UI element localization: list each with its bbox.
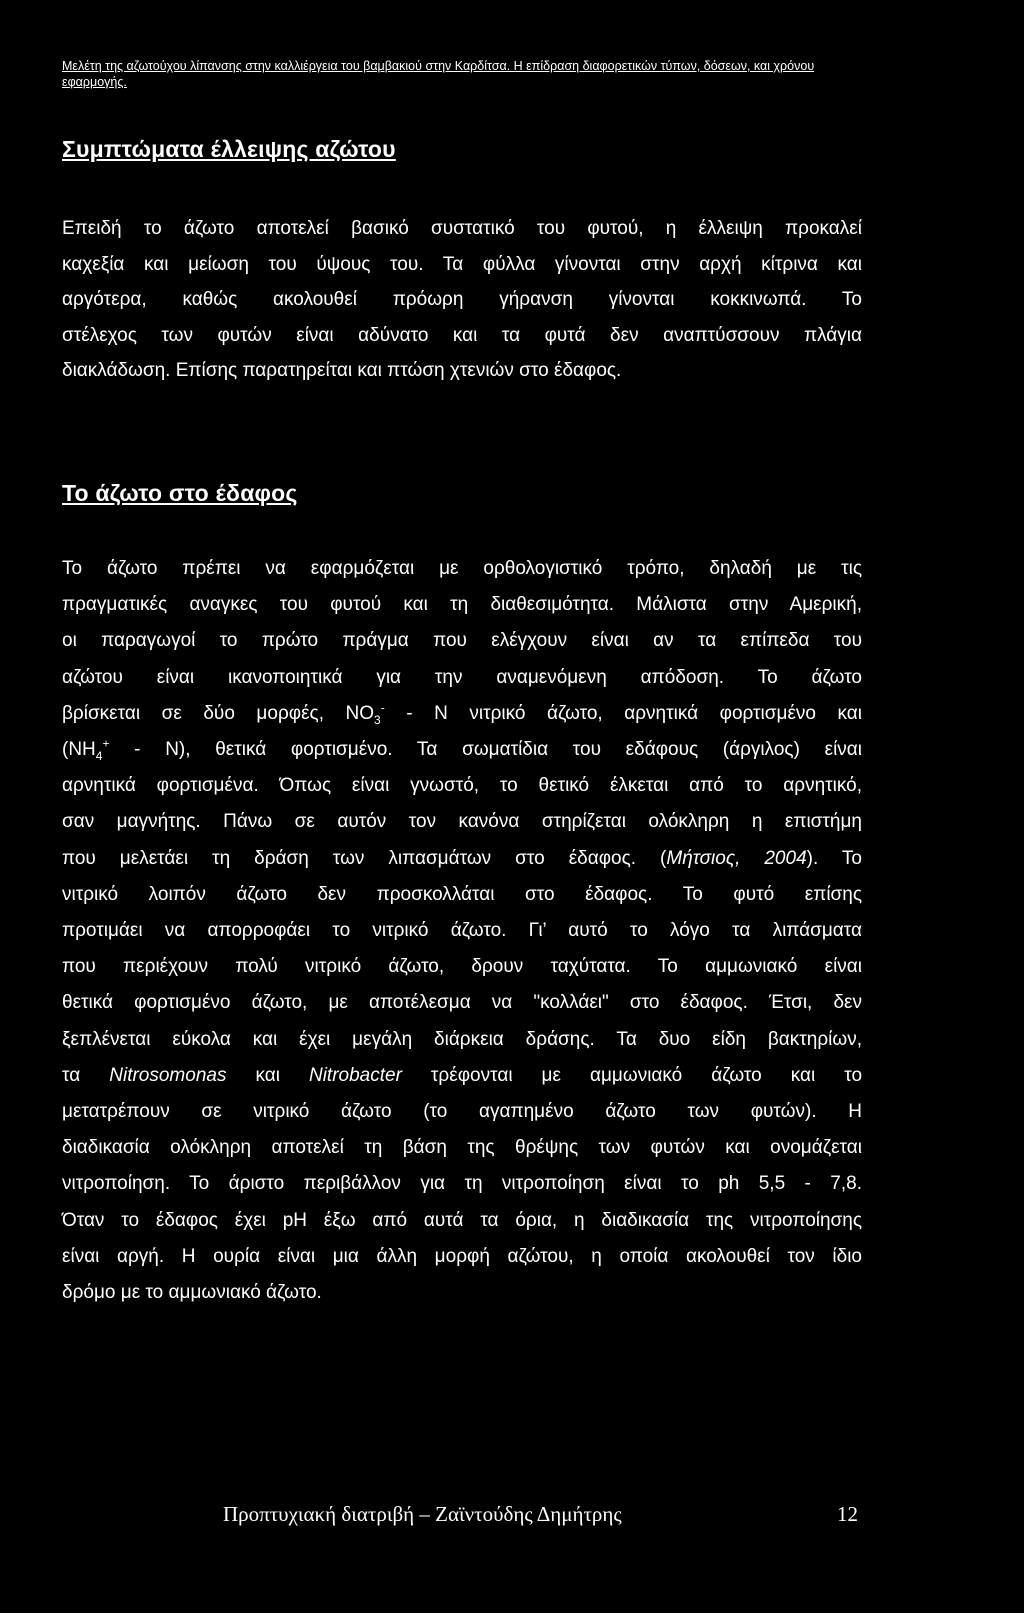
paragraph-line: Το άζωτο πρέπει να εφαρμόζεται με ορθολογιστικό τρόπο, δηλαδή με τις [62,558,862,579]
paragraph-line: είναι αργή. Η ουρία είναι μια άλλη μορφή αζώτου, η οποία ακολουθεί τον ίδιο [62,1245,862,1267]
paragraph-line [62,732,862,768]
paragraph-nitrogen-in-soil [62,551,862,1311]
superscript: - [380,700,385,715]
paragraph-deficiency-symptoms [62,211,862,389]
footer-author: Προπτυχιακή διατριβή – Ζαϊντούδης Δημήτρης [223,1502,622,1526]
line-text: βρίσκεται σε δύο μορφές, NO [62,702,375,724]
line-text: - N νιτρικό άζωτο, αρνητικά φορτισμένο και [384,702,862,724]
genus-name: Nitrosomonas [109,1064,227,1086]
paragraph-line: που περιέχουν πολύ νιτρικό άζωτο, δρουν ταχύτατα. Το αμμωνιακό είναι [62,956,862,978]
paragraph-line: αζώτου είναι ικανοποιητικά για την αναμενόμενη απόδοση. Το άζωτο [62,666,862,688]
genus-name: Nitrobacter [308,1064,402,1086]
paragraph-line [62,696,862,732]
paragraph-line: θετικά φορτισμένο άζωτο, με αποτέλεσμα να "κολλάει" στο έδαφος. Έτσι, δεν [62,992,862,1014]
subscript: 4 [95,748,103,763]
section-title-nitrogen-in-soil: Το άζωτο στο έδαφος [62,480,298,506]
paragraph-line: αρνητικά φορτισμένα. Όπως είναι γνωστό, το θετικό έλκεται από το αρνητικό, [62,775,862,797]
paragraph-line: νιτρικό λοιπόν άζωτο δεν προσκολλάται στο έδαφος. Το φυτό επίσης [62,883,862,905]
paragraph-line: στέλεχος των φυτών είναι αδύνατο και τα φυτά δεν αναπτύσσουν πλάγια [62,324,862,346]
paragraph-line: προτιμάει να απορροφάει το νιτρικό άζωτο. Γι’ αυτό το λόγο τα λιπάσματα [62,920,862,942]
paragraph-line: καχεξία και μείωση του ύψους του. Τα φύλλα γίνονται στην αρχή κίτρινα και [62,253,862,275]
paragraph-line: Επειδή το άζωτο αποτελεί βασικό συστατικό του φυτού, η έλλειψη προκαλεί [62,218,862,239]
paragraph-line: μετατρέπουν σε νιτρικό άζωτο (το αγαπημένο άζωτο των φυτών). Η [62,1101,862,1123]
paragraph-line: ξεπλένεται εύκολα και έχει μεγάλη διάρκεια δράσης. Τα δυο είδη βακτηρίων, [62,1028,862,1050]
line-text: - N), θετικά φορτισμένο. Τα σωματίδια του εδάφους (άργιλος) είναι [109,739,862,761]
paragraph-line: διακλάδωση. Επίσης παρατηρείται και πτώση χτενιών στο έδαφος. [62,360,622,381]
section-title-nitrogen-deficiency: Συμπτώματα έλλειψης αζώτου [62,136,396,162]
subscript: 3 [374,712,381,727]
paragraph-line [62,1058,862,1094]
running-header: Μελέτη της αζωτούχου λίπανσης στην καλλιέργεια του βαμβακιού στην Καρδίτσα. Η επίδραση διαφορετικών τύπων, δόσεων, και χρόνου εφαρμογής. [62,59,815,89]
paragraph-line: σαν μαγνήτης. Πάνω σε αυτόν τον κανόνα στηρίζεται ολόκληρη η επιστήμη [62,811,862,833]
paragraph-line: πραγματικές αναγκες του φυτού και τη διαθεσιμότητα. Μάλιστα στην Αμερική, [62,594,862,616]
page-number: 12 [837,1502,858,1526]
line-text: τρέφονται με αμμωνιακό άζωτο και το [401,1064,863,1086]
line-text: ). Το [806,847,862,869]
line-text: που μελετάει τη δράση των λιπασμάτων στο έδαφος. ( [62,847,667,869]
superscript: + [102,736,110,751]
paragraph-line: οι παραγωγοί το πρώτο πράγμα που ελέγχουν είναι αν τα επίπεδα του [62,630,862,652]
paragraph-line [62,841,862,877]
paragraph-line: Όταν το έδαφος έχει pH έξω από αυτά τα όρια, η διαδικασία της νιτροποίησης [62,1209,862,1231]
line-text: και [226,1064,309,1086]
line-text: (NH [62,739,96,761]
paragraph-line: δρόμο με το αμμωνιακό άζωτο. [62,1282,322,1304]
paragraph-line: αργότερα, καθώς ακολουθεί πρόωρη γήρανση γίνονται κοκκινωπά. Το [62,289,862,310]
line-text: τα [62,1064,110,1086]
paragraph-line: διαδικασία ολόκληρη αποτελεί τη βάση της θρέψης των φυτών και ονομάζεται [62,1137,862,1159]
citation: Μήτσιος, 2004 [666,847,807,869]
paragraph-line: νιτροποίηση. Το άριστο περιβάλλον για τη νιτροποίηση είναι το ph 5,5 - 7,8. [62,1173,862,1195]
